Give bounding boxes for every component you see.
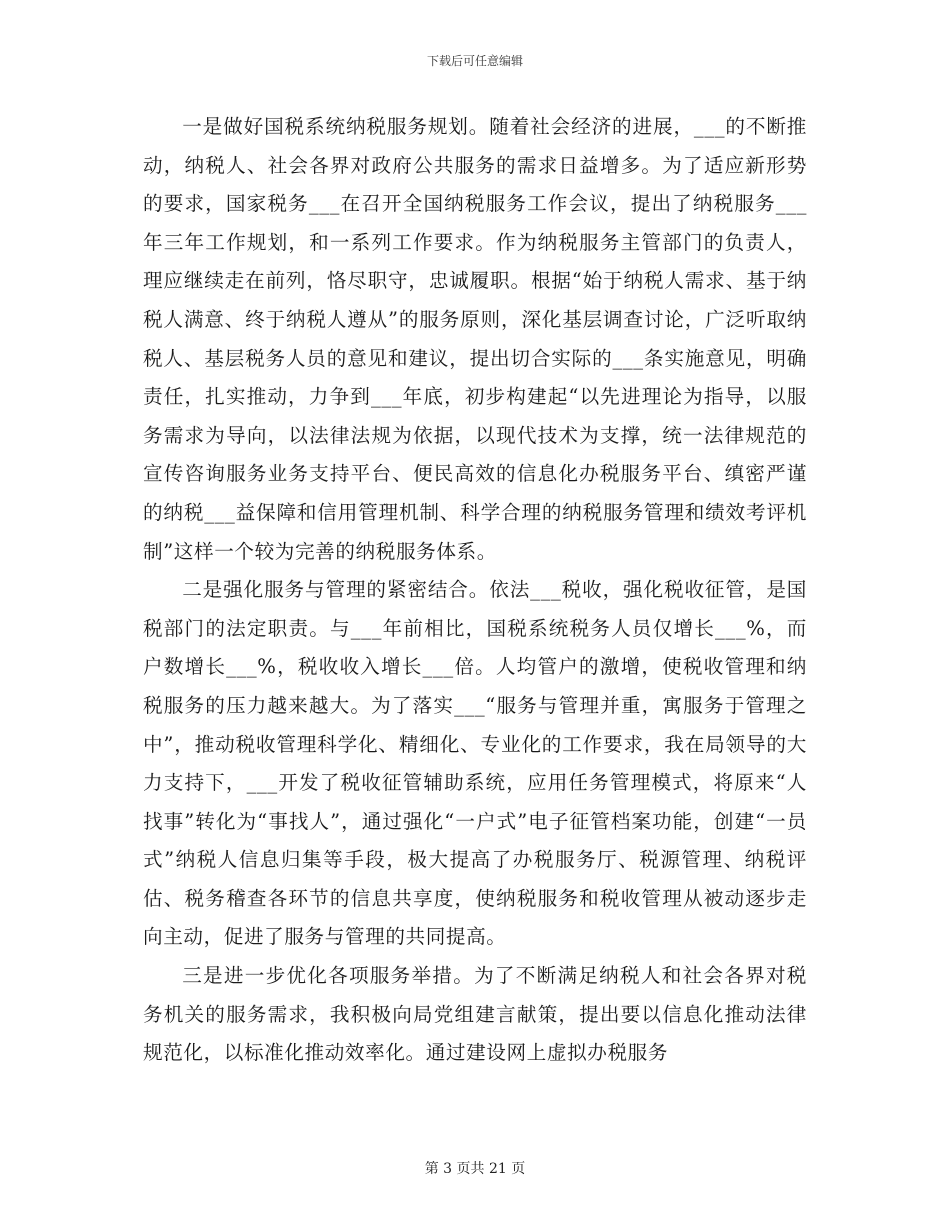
page-header: 下载后可任意编辑	[426, 54, 523, 68]
paragraph-service-measures: 三是进一步优化各项服务举措。为了不断满足纳税人和社会各界对税务机关的服务需求，我积极向局党组建言献策，提出要以信息化推动法律规范化，以标准化推动效率化。通过建设网上虚拟办税服务	[143, 964, 807, 1065]
paragraph-tax-service-planning: 一是做好国税系统纳税服务规划。随着社会经济的进展，___的不断推动，纳税人、社会各界对政府公共服务的需求日益增多。为了适应新形势的要求，国家税务___在召开全国纳税服务工作会议，提出了纳税服务___年三年工作规划，和一系列工作要求。作为纳税服务主管部门的负责人，理应继续走在前列，恪尽职守，忠诚履职。根据“始于纳税人需求、基于纳税人满意、终于纳税人遵从”的服务原则，深化基层调查讨论，广泛听取纳税人、基层税务人员的意见和建议，提出切合实际的___条实施意见，明确责任，扎实推动，力争到___年底，初步构建起“以先进理论为指导，以服务需求为导向，以法律法规为依据，以现代技术为支撑，统一法律规范的宣传咨询服务业务支持平台、便民高效的信息化办税服务平台、缜密严谨的纳税___益保障和信用管理机制、科学合理的纳税服务管理和绩效考评机制”这样一个较为完善的纳税服务体系。	[143, 115, 807, 563]
page-number-footer: 第 3 页共 21 页	[424, 1161, 526, 1177]
document-body	[143, 108, 807, 1073]
paragraph-service-management: 二是强化服务与管理的紧密结合。依法___税收，强化税收征管，是国税部门的法定职责。与___年前相比，国税系统税务人员仅增长___%，而户数增长___%，税收收入增长___倍。人均管户的激增，使税收管理和纳税服务的压力越来越大。为了落实___“服务与管理并重，寓服务于管理之中”，推动税收管理科学化、精细化、专业化的工作要求，我在局领导的大力支持下，___开发了税收征管辅助系统，应用任务管理模式，将原来“人找事”转化为“事找人”，通过强化“一户式”电子征管档案功能，创建“一员式”纳税人信息归集等手段，极大提高了办税服务厅、税源管理、纳税评估、税务稽查各环节的信息共享度，使纳税服务和税收管理从被动逐步走向主动，促进了服务与管理的共同提高。	[143, 578, 807, 949]
